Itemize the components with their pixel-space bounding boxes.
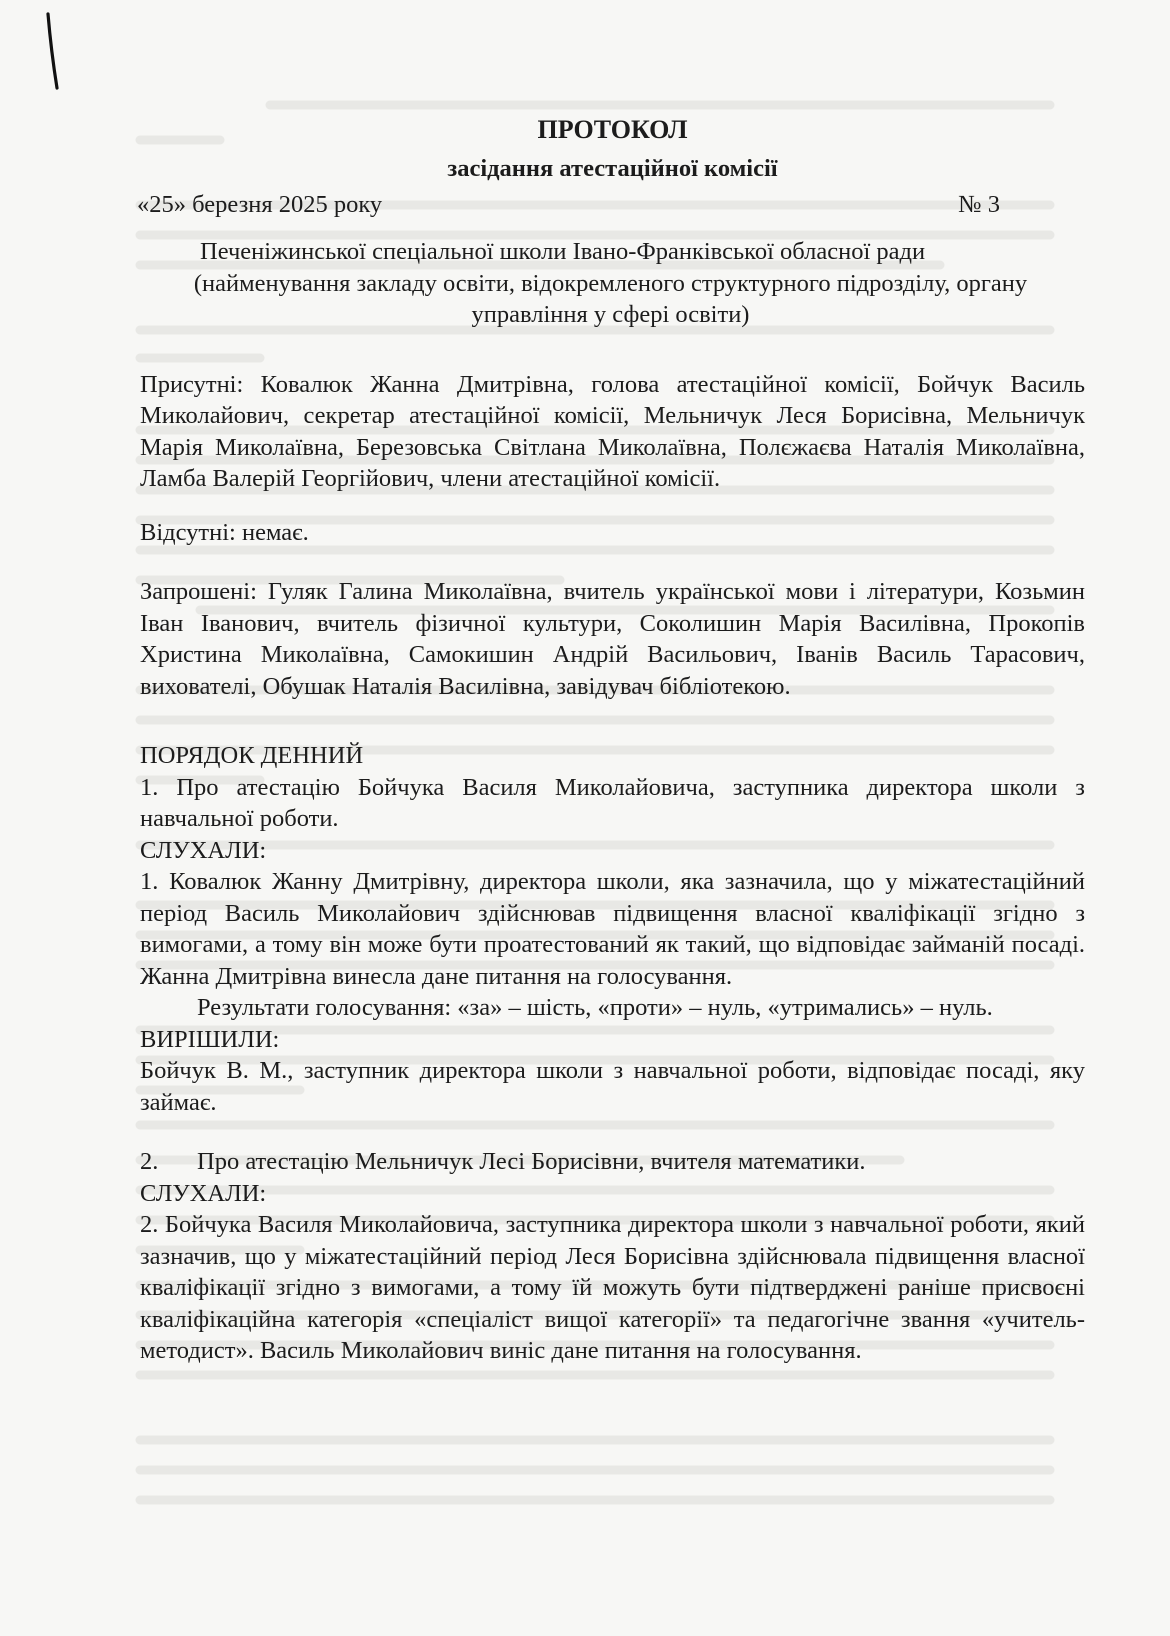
document-subtitle: засідання атестаційної комісії	[447, 155, 778, 182]
decided-label-1: ВИРІШИЛИ:	[140, 1025, 280, 1053]
heard-label-1: СЛУХАЛИ:	[140, 836, 267, 864]
vote-results-1: Результати голосування: «за» – шість, «проти» – нуль, «утримались» – нуль.	[197, 994, 993, 1021]
institution-caption: (найменування закладу освіти, відокремленого структурного підрозділу, органу управління у сфері освіти)	[193, 269, 1028, 328]
absent-paragraph: Відсутні: немає.	[140, 518, 309, 546]
protocol-date: «25» березня 2025 року	[137, 191, 383, 218]
agenda-item-1: 1. Про атестацію Бойчука Василя Миколайовича, заступника директора школи з навчальної роботи.	[140, 773, 1085, 832]
protocol-number: № 3	[958, 191, 1000, 218]
agenda-item-2	[140, 1146, 1085, 1178]
agenda-item-2-text: Про атестацію Мельничук Лесі Борисівни, вчителя математики.	[197, 1148, 866, 1175]
agenda-item-2-number: 2.	[140, 1148, 159, 1175]
present-paragraph: Присутні: Ковалюк Жанна Дмитрівна, голова атестаційної комісії, Бойчук Василь Миколайович, секретар атестаційної комісії, Мельничук Леся Борисівна, Мельничук Марія Миколаївна, Березовська Світлана Миколаївна, Полєжаєва Наталія Миколаївна, Ламба Валерій Георгійович, члени атестаційної комісії.	[140, 370, 1085, 492]
heard-paragraph-1: 1. Ковалюк Жанну Дмитрівну, директора школи, яка зазначила, що у міжатестаційний період Василь Миколайович здійснював підвищення власної кваліфікації згідно з вимогами, а тому він може бути проатестований як такий, що відповідає займаній посаді. Жанна Дмитрівна винесла дане питання на голосування.	[140, 868, 1085, 990]
pen-mark	[30, 8, 70, 98]
decided-paragraph-1: Бойчук В. М., заступник директора школи з навчальної роботи, відповідає посаді, яку займає.	[140, 1057, 1085, 1116]
date-line	[137, 188, 1085, 222]
document-body	[137, 110, 1085, 1367]
invited-paragraph: Запрошені: Гуляк Галина Миколаївна, вчитель української мови і літератури, Козьмин Іван Іванович, вчитель фізичної культури, Соколишин Марія Василівна, Прокопів Христина Миколаївна, Самокишин Андрій Васильович, Іванів Василь Тарасович, вихователі, Обушак Наталія Василівна, завідувач бібліотекою.	[140, 578, 1085, 700]
heard-label-2: СЛУХАЛИ:	[140, 1179, 267, 1207]
heard-paragraph-2: 2. Бойчука Василя Миколайовича, заступника директора школи з навчальної роботи, який зазначив, що у міжатестаційний період Леся Борисівна здійснювала підвищення власної кваліфікації згідно з вимогами, а тому їй можуть бути підтверджені раніше присвоєні кваліфікаційна категорія «спеціаліст вищої категорії» та педагогічне звання «учитель-методист». Василь Миколайович виніс дане питання на голосування.	[140, 1211, 1085, 1364]
agenda-heading: ПОРЯДОК ДЕННИЙ	[140, 742, 364, 769]
document-title: ПРОТОКОЛ	[537, 115, 688, 144]
institution-name: Печеніжинської спеціальної школи Івано-Франківської обласної ради	[200, 238, 926, 265]
